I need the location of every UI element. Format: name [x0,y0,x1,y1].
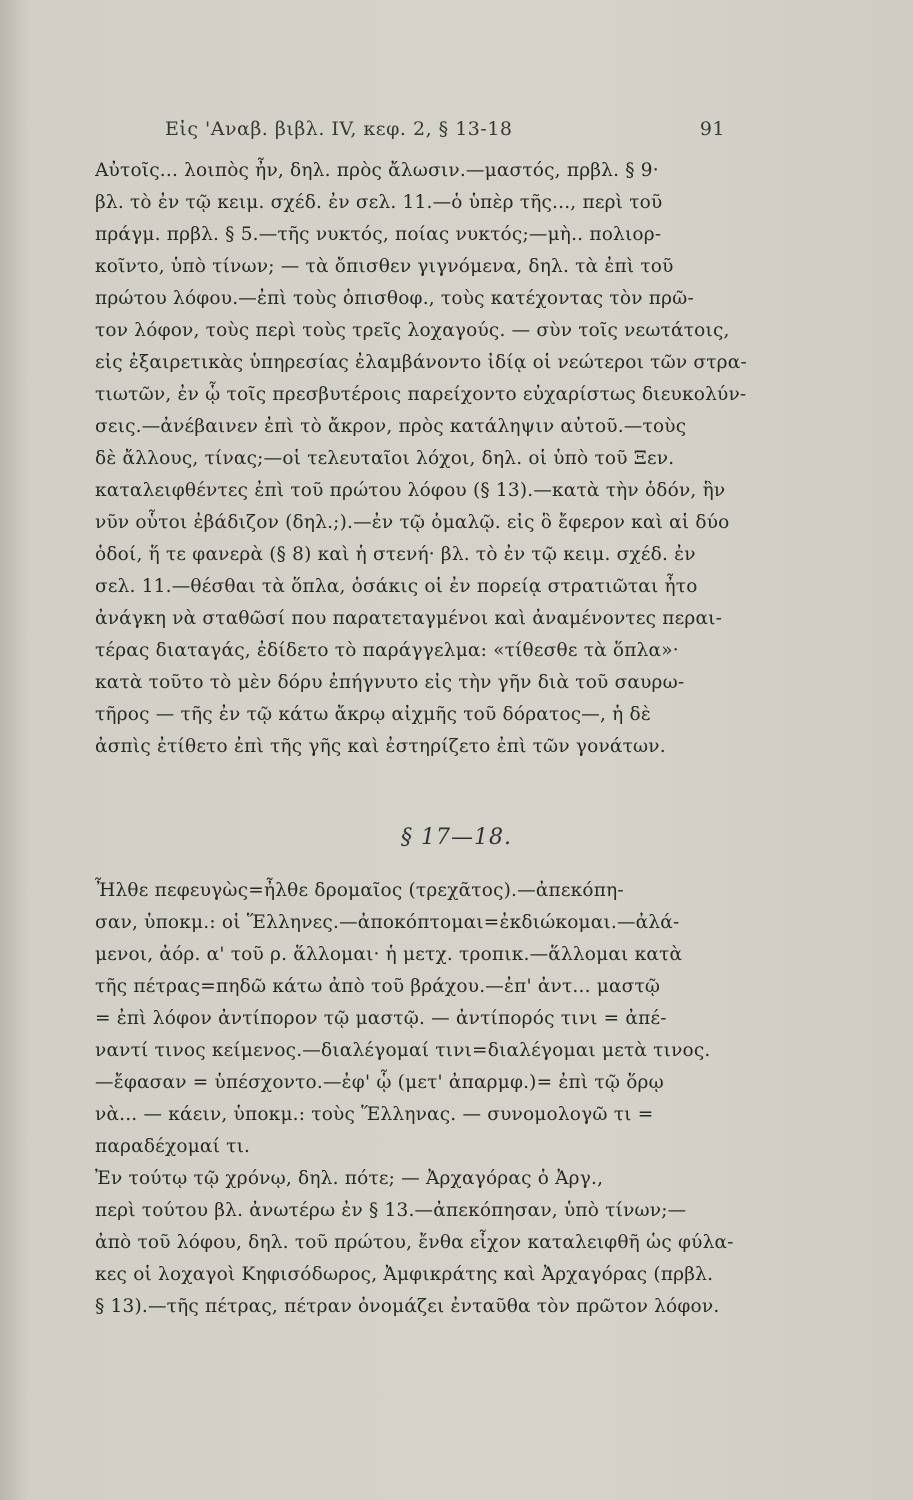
commentary-paragraph-1 [95,155,765,763]
text-line: τον λόφον, τοὺς περὶ τοὺς τρεῖς λοχαγούς. — σὺν τοῖς νεωτάτοις, [95,320,730,341]
text-line: τῆρος — τῆς ἐν τῷ κάτω ἄκρῳ αἰχμῆς τοῦ δόρατος—, ἡ δὲ [95,704,651,725]
text-line: νῦν οὗτοι ἐβάδιζον (δηλ.;).—ἐν τῷ ὁμαλῷ. εἰς ὃ ἔφερον καὶ αἱ δύο [95,512,730,533]
text-line: —ἔφασαν = ὑπέσχοντο.—ἐφ' ᾧ (μετ' ἀπαρμφ.)= ἐπὶ τῷ ὅρῳ [95,1072,664,1093]
text-line: ἀνάγκη νὰ σταθῶσί που παρατεταγμένοι καὶ ἀναμένοντες περαι- [95,608,723,629]
text-line: κες οἱ λοχαγοὶ Κηφισόδωρος, Ἀμφικράτης καὶ Ἀρχαγόρας (πρβλ. [95,1264,714,1285]
text-line: μενοι, ἀόρ. α' τοῦ ρ. ἅλλομαι· ἡ μετχ. τροπικ.—ἅλλομαι κατὰ [95,944,683,965]
text-line: σελ. 11.—θέσθαι τὰ ὅπλα, ὁσάκις οἱ ἐν πορείᾳ στρατιῶται ἦτο [95,576,698,597]
text-line: κατὰ τοῦτο τὸ μὲν δόρυ ἐπήγνυτο εἰς τὴν γῆν διὰ τοῦ σαυρω- [95,672,685,693]
text-line: ὁδοί, ἥ τε φανερὰ (§ 8) καὶ ἡ στενή· βλ. τὸ ἐν τῷ κειμ. σχέδ. ἐν [95,544,696,565]
text-line: νὰ... — κάειν, ὑποκμ.: τοὺς Ἕλληνας. — συνομολογῶ τι = [95,1104,654,1125]
text-line: ἀσπὶς ἐτίθετο ἐπὶ τῆς γῆς καὶ ἐστηρίζετο ἐπὶ τῶν γονάτων. [95,736,666,757]
text-line: Αὐτοῖς... λοιπὸς ἦν, δηλ. πρὸς ἄλωσιν.—μαστός, πρβλ. § 9· [95,160,659,181]
text-line: σεις.—ἀνέβαινεν ἐπὶ τὸ ἄκρον, πρὸς κατάληψιν αὐτοῦ.—τοὺς [95,416,687,437]
text-line: Ἦλθε πεφευγὼς=ἦλθε δρομαῖος (τρεχᾶτος).—ἀπεκόπη- [95,880,624,901]
text-line: ναντί τινος κείμενος.—διαλέγομαί τινι=διαλέγομαι μετὰ τινος. [95,1040,711,1061]
text-line: εἰς ἐξαιρετικὰς ὑπηρεσίας ἐλαμβάνοντο ἰδίᾳ οἱ νεώτεροι τῶν στρα- [95,352,747,373]
page-number: 91 [699,118,725,140]
text-line: Ἐν τούτῳ τῷ χρόνῳ, δηλ. πότε; — Ἀρχαγόρας ὁ Ἀργ., [95,1168,604,1189]
text-line: = ἐπὶ λόφον ἀντίπορον τῷ μαστῷ. — ἀντίπορός τινι = ἀπέ- [95,1008,667,1029]
text-line: πράγμ. πρβλ. § 5.—τῆς νυκτός, ποίας νυκτός;—μὴ.. πολιορ- [95,224,662,245]
text-line: βλ. τὸ ἐν τῷ κειμ. σχέδ. ἐν σελ. 11.—ὁ ὑπὲρ τῆς..., περὶ τοῦ [95,192,663,213]
section-heading: § 17—18. [401,825,512,850]
text-line: ἀπὸ τοῦ λόφου, δηλ. τοῦ πρώτου, ἔνθα εἶχον καταλειφθῆ ὡς φύλα- [95,1232,734,1253]
text-line: κοῖντο, ὑπὸ τίνων; — τὰ ὄπισθεν γιγνόμενα, δηλ. τὰ ἐπὶ τοῦ [95,256,674,277]
text-line: τέρας διαταγάς, ἐδίδετο τὸ παράγγελμα: «τίθεσθε τὰ ὅπλα»· [95,640,679,661]
text-line: περὶ τούτου βλ. ἀνωτέρω ἐν § 13.—ἀπεκόπησαν, ὑπὸ τίνων;— [95,1200,687,1221]
running-title: Εἰς 'Αναβ. βιβλ. IV, κεφ. 2, § 13-18 [165,118,513,140]
text-line: σαν, ὑποκμ.: οἱ Ἕλληνες.—ἀποκόπτομαι=ἐκδιώκομαι.—ἀλά- [95,912,680,933]
text-line: πρώτου λόφου.—ἐπὶ τοὺς ὀπισθοφ., τοὺς κατέχοντας τὸν πρῶ- [95,288,694,309]
text-line: παραδέχομαί τι. [95,1136,251,1157]
text-line: τῆς πέτρας=πηδῶ κάτω ἀπὸ τοῦ βράχου.—ἐπ' ἀντ... μαστῷ [95,976,661,997]
text-line: τιωτῶν, ἐν ᾧ τοῖς πρεσβυτέροις παρείχοντο εὐχαρίστως διευκολύν- [95,384,747,405]
commentary-paragraph-2 [95,875,765,1323]
text-line: καταλειφθέντες ἐπὶ τοῦ πρώτου λόφου (§ 13).—κατὰ τὴν ὁδόν, ἣν [95,480,726,501]
text-line: § 13).—τῆς πέτρας, πέτραν ὀνομάζει ἐνταῦθα τὸν πρῶτον λόφον. [95,1296,720,1317]
text-line: δὲ ἄλλους, τίνας;—οἱ τελευταῖοι λόχοι, δηλ. οἱ ὑπὸ τοῦ Ξεν. [95,448,675,469]
